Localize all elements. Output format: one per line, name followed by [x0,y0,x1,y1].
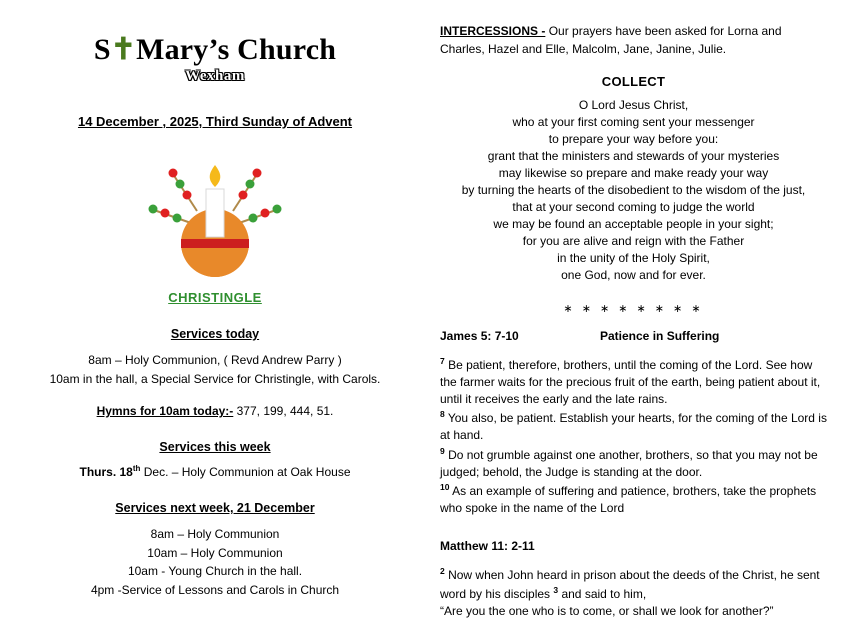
hymns-label: Hymns for 10am today:- [96,404,234,419]
verse-text: and said to him, [558,586,647,601]
verse-quote: “Are you the one who is to come, or shall we look for another?” [440,603,774,618]
collect-line: for you are alive and reign with the Father [522,234,745,249]
verse-text: Do not grumble against one another, brothers, so that you may not be judged; behold, the Judge is standing at the door. [440,447,818,479]
reading-one-body [440,355,827,516]
collect-line: may likewise so prepare and make ready your way [498,166,769,181]
services-today-list [20,351,410,388]
collect-line: one God, now and for ever. [561,268,706,283]
church-title [20,34,410,66]
intercessions-text: Our prayers have been asked for Lorna and Charles, Hazel and Elle, Malcolm, Jane, Janine, Julie. [440,24,782,56]
service-item: 10am in the hall, a Special Service for Christingle, with Carols. [49,371,381,386]
services-week-heading: Services this week [159,440,271,455]
hymns-line [20,404,410,418]
verse [440,481,827,517]
reading-two-reference: Matthew 11: 2-11 [440,538,535,553]
verse-text: Now when John heard in prison about the deeds of the Christ, he sent word by his disciples [440,567,820,601]
church-title-suffix: Mary’s Church [136,33,337,66]
collect-line: O Lord Jesus Christ, [578,98,689,112]
verse-number: 7 [440,356,445,367]
masthead [20,34,410,96]
collect-line: to prepare your way before you: [548,132,719,147]
reading-one-title: Patience in Suffering [600,329,720,344]
reading-two-body [440,565,827,620]
collect-line: by turning the hearts of the disobedient to the wisdom of the just, [461,183,806,198]
service-item: 10am - Young Church in the hall. [127,564,303,579]
collect-prayer [440,97,827,284]
verse-text: As an example of suffering and patience, brothers, take the prophets who spoke in the name of the Lord [440,483,817,515]
section-divider: ∗ ∗ ∗ ∗ ∗ ∗ ∗ ∗ [563,303,704,316]
parish-name: Wexham [185,68,245,84]
red-ribbon [181,239,249,248]
collect-heading: COLLECT [601,74,666,89]
christingle-image [135,143,295,283]
verse-number: 2 [440,565,445,576]
collect-line: we may be found an acceptable people in your sight; [493,217,774,232]
services-next-heading: Services next week, 21 December [115,501,315,516]
left-column [0,0,430,595]
weekday-rest: Dec. – Holy Communion at Oak House [140,465,351,480]
flame-icon [210,165,221,187]
services-week-item [20,464,410,479]
reading-one-reference: James 5: 7-10 [440,329,519,344]
services-today-heading: Services today [170,327,260,341]
verse-number: 3 [553,584,559,595]
hymns-numbers: 377, 199, 444, 51. [233,404,334,419]
verse-number: 8 [440,409,445,420]
reading-one-heading [440,329,827,343]
church-title-prefix: S [93,33,111,66]
service-item: 8am – Holy Communion, ( Revd Andrew Parry ) [88,353,342,367]
collect-line: grant that the ministers and stewards of your mysteries [487,149,780,164]
service-item: 4pm -Service of Lessons and Carols in Church [90,582,340,597]
cross-icon: ✝ [110,33,137,66]
verse-text: Be patient, therefore, brothers, until the coming of the Lord. See how the farmer waits for the precious fruit of the earth, being patient about it, until it receives the early and the late rains. [440,358,821,407]
intercessions-label: INTERCESSIONS - [440,24,546,38]
collect-line: that at your second coming to judge the world [512,200,755,215]
collect-line: in the unity of the Holy Spirit, [557,251,710,266]
verse-number: 9 [440,445,445,456]
service-date: 14 December , 2025, Third Sunday of Advent [77,114,353,129]
verse [440,355,827,408]
verse [440,445,827,481]
intercessions-block [440,22,827,58]
candle [206,189,224,237]
verse-number: 10 [440,481,450,492]
service-item: 8am – Holy Communion [150,527,280,542]
services-next-list [20,525,410,599]
verse [440,408,827,444]
christingle-caption: CHRISTINGLE [168,290,262,305]
verse-text: You also, be patient. Establish your hearts, for the coming of the Lord is at hand. [440,411,827,443]
verse [440,565,827,603]
right-column [432,0,841,618]
weekday-prefix: Thurs. 18 [79,465,133,480]
service-item: 10am – Holy Communion [147,545,283,560]
weekday-ordinal: th [132,464,141,474]
christingle-illustration [20,143,410,305]
collect-line: who at your first coming sent your messenger [512,115,755,130]
